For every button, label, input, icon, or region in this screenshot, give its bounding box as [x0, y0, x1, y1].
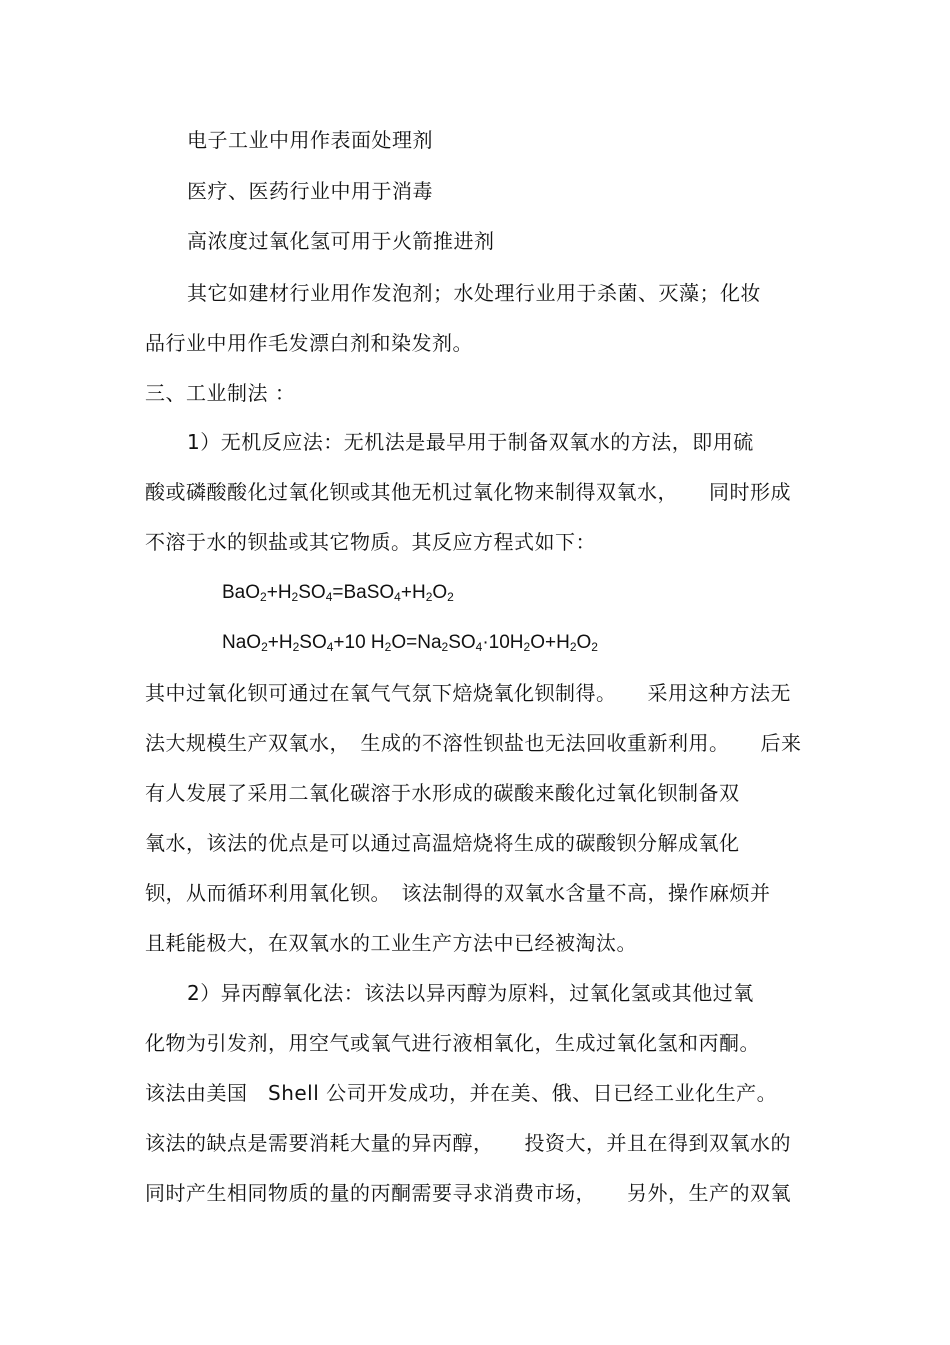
text-line: 高浓度过氧化氢可用于火箭推进剂: [187, 229, 495, 253]
text-line: 该法的缺点是需要消耗大量的异丙醇， 投资大，并且在得到双氧水的: [145, 1131, 791, 1155]
chemical-equation-sodium: $NaO_2+H_2SO_4+10$ $H_2O=Na_2SO_4\cdot 10H_2O+H_2O_2$: [222, 632, 598, 654]
text-line: 酸或磷酸酸化过氧化钡或其他无机过氧化物来制得双氧水， 同时形成: [145, 480, 791, 504]
text-line: 该法由美国 Shell 公司开发成功，并在美、俄、日已经工业化生产。: [145, 1081, 778, 1105]
text-line: 2）异丙醇氧化法：该法以异丙醇为原料，过氧化氢或其他过氧: [187, 981, 754, 1005]
text-line: 不溶于水的钡盐或其它物质。其反应方程式如下：: [145, 530, 596, 554]
text-line: 有人发展了采用二氧化碳溶于水形成的碳酸来酸化过氧化钡制备双: [145, 781, 740, 805]
text-line: 品行业中用作毛发漂白剂和染发剂。: [145, 331, 473, 355]
text-line: 医疗、医药行业中用于消毒: [187, 179, 433, 203]
text-line: 1）无机反应法：无机法是最早用于制备双氧水的方法，即用硫: [187, 430, 754, 454]
text-line: 电子工业中用作表面处理剂: [187, 128, 433, 152]
text-line: 且耗能极大，在双氧水的工业生产方法中已经被淘汰。: [145, 931, 637, 955]
text-line: 化物为引发剂，用空气或氧气进行液相氧化，生成过氧化氢和丙酮。: [145, 1031, 760, 1055]
text-line: 氧水，该法的优点是可以通过高温焙烧将生成的碳酸钡分解成氧化: [145, 831, 740, 855]
text-line: 同时产生相同物质的量的丙酮需要寻求消费市场， 另外，生产的双氧: [145, 1181, 791, 1205]
text-line: 其它如建材行业用作发泡剂；水处理行业用于杀菌、灭藻；化妆: [187, 281, 761, 305]
text-line: 钡，从而循环利用氧化钡。 该法制得的双氧水含量不高，操作麻烦并: [145, 881, 771, 905]
section-heading: 三、工业制法 ：: [145, 381, 296, 405]
text-line: 其中过氧化钡可通过在氧气气氛下焙烧氧化钡制得。 采用这种方法无: [145, 681, 791, 705]
chemical-equation-barium: $BaO_2+H_2SO_4=BaSO_4+H_2O_2$: [222, 582, 454, 604]
text-line: 法大规模生产双氧水， 生成的不溶性钡盐也无法回收重新利用。 后来: [145, 731, 802, 755]
